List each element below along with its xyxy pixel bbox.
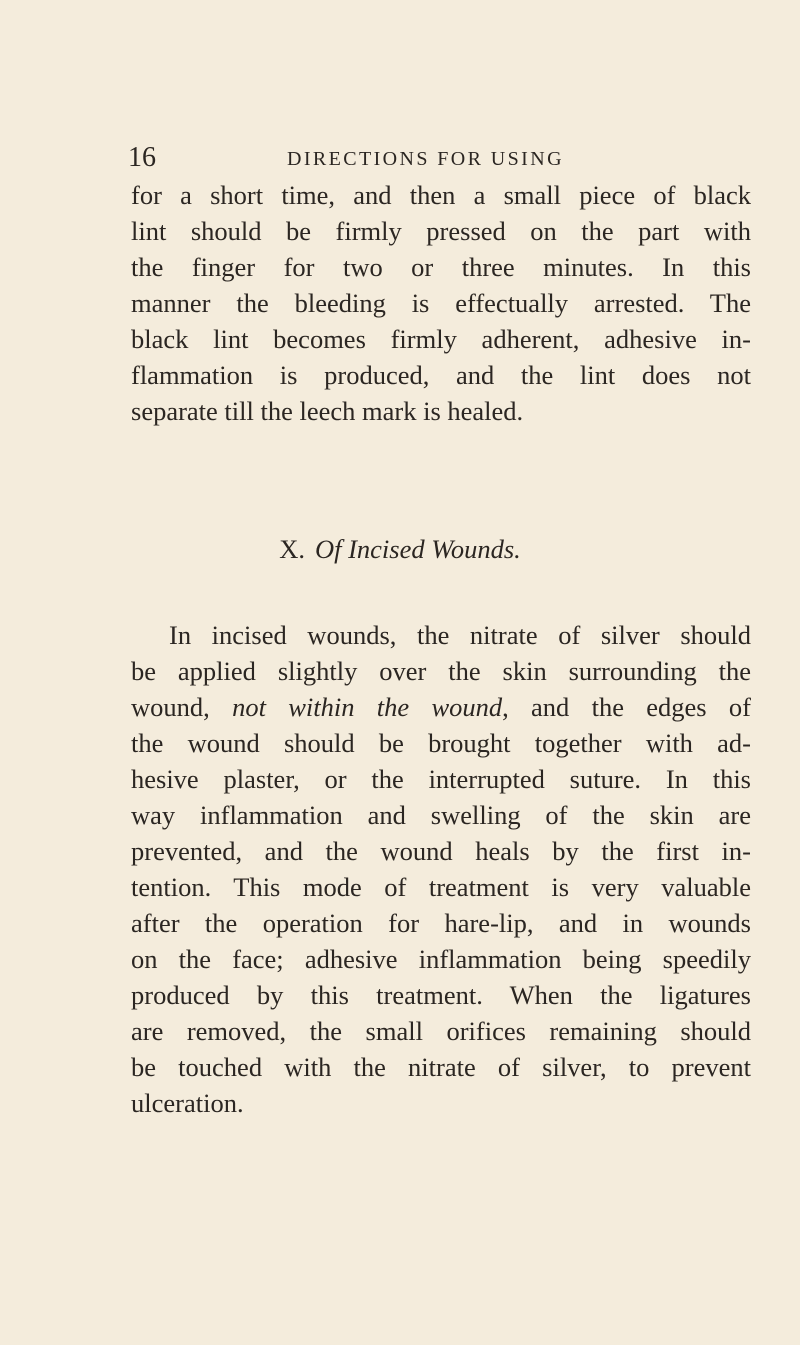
text-line: ulceration. [131,1088,244,1118]
text-run: wound, [131,692,233,722]
text-run: , and the edges of [502,692,751,722]
running-head: DIRECTIONS FOR USING [287,148,564,170]
text-line: for a short time, and then a small piece of black [131,180,751,210]
text-line: be touched with the nitrate of silver, to prevent [131,1052,751,1082]
page-number: 16 [128,142,156,173]
text-line: on the face; adhesive inflammation being speedily [131,944,751,974]
paragraph-incised-wounds [131,617,751,1121]
section-heading [0,531,800,567]
section-title: Of Incised Wounds. [314,534,521,564]
text-line: after the operation for hare-lip, and in wounds [131,908,751,938]
text-line: flammation is produced, and the lint does not [131,360,751,390]
text-line: are removed, the small orifices remaining should [131,1016,751,1046]
text-line-with-emphasis [131,689,751,725]
paragraph-continued [131,177,751,429]
emphasis-text: not within the wound [232,692,503,722]
text-line: manner the bleeding is effectually arrested. The [131,288,751,318]
text-line: prevented, and the wound heals by the first in- [131,836,751,866]
text-line: way inflammation and swelling of the skin are [131,800,751,830]
text-line: separate till the leech mark is healed. [131,396,524,426]
text-line: the finger for two or three minutes. In this [131,252,751,282]
text-line: hesive plaster, or the interrupted suture. In this [131,764,751,794]
text-line: black lint becomes firmly adherent, adhesive in- [131,324,751,354]
text-line: tention. This mode of treatment is very valuable [131,872,751,902]
section-numeral: X. [279,534,305,564]
text-line: lint should be firmly pressed on the part with [131,216,751,246]
text-line: produced by this treatment. When the ligatures [131,980,751,1010]
text-line: the wound should be brought together with ad- [131,728,751,758]
text-line: be applied slightly over the skin surrounding the [131,656,751,686]
text-line: In incised wounds, the nitrate of silver should [169,620,751,650]
